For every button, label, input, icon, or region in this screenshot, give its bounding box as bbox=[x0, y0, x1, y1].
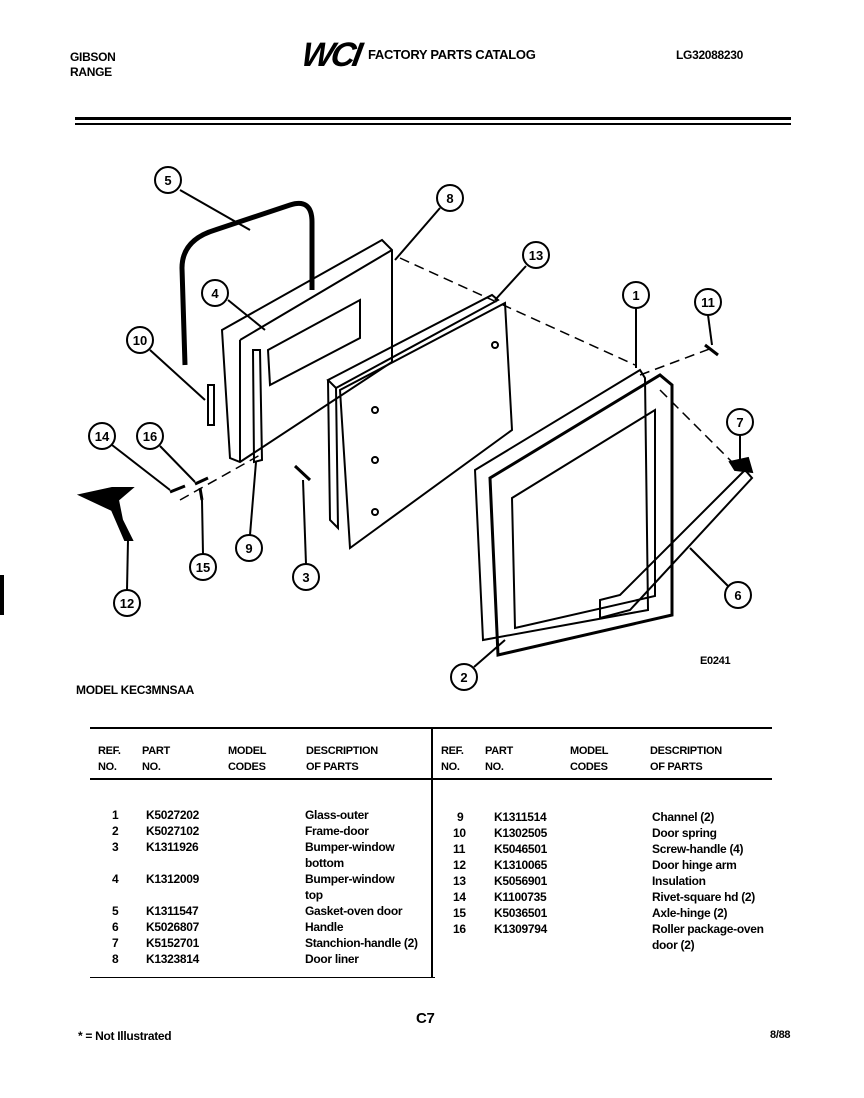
table-divider bbox=[431, 728, 433, 978]
svg-text:8: 8 bbox=[446, 191, 454, 206]
header-ref: NO. bbox=[441, 761, 460, 773]
callout-3 bbox=[293, 480, 319, 590]
part-no: K1311547 bbox=[146, 904, 199, 918]
door-liner-part bbox=[222, 240, 392, 462]
ref-no: 1 bbox=[112, 808, 119, 822]
header-model: MODEL bbox=[570, 745, 609, 757]
svg-text:4: 4 bbox=[211, 286, 219, 301]
header-model: CODES bbox=[228, 761, 266, 773]
part-description: Door liner bbox=[305, 952, 359, 966]
svg-text:13: 13 bbox=[528, 248, 544, 263]
part-no: K1311514 bbox=[494, 810, 547, 824]
part-description: Roller package-oven bbox=[652, 922, 764, 936]
ref-no: 15 bbox=[453, 906, 466, 920]
model-label: MODEL KEC3MNSAA bbox=[76, 683, 194, 697]
table-bottom-rule bbox=[90, 977, 435, 978]
ref-no: 7 bbox=[112, 936, 119, 950]
header-part: NO. bbox=[485, 761, 504, 773]
svg-text:12: 12 bbox=[119, 596, 135, 611]
part-description: top bbox=[305, 888, 323, 902]
not-illustrated-note: * = Not Illustrated bbox=[78, 1029, 172, 1043]
callout-16 bbox=[137, 423, 195, 482]
header-ref: NO. bbox=[98, 761, 117, 773]
part-no: K5026807 bbox=[146, 920, 199, 934]
glass-outer-part bbox=[475, 370, 648, 640]
callout-6 bbox=[690, 548, 751, 608]
door-spring-part bbox=[208, 385, 214, 425]
part-no: K1312009 bbox=[146, 872, 199, 886]
part-no: K1311926 bbox=[146, 840, 199, 854]
header-model: CODES bbox=[570, 761, 608, 773]
channel-part bbox=[253, 350, 262, 462]
part-description: bottom bbox=[305, 856, 344, 870]
hinge-arm-part bbox=[80, 488, 132, 540]
part-no: K5036501 bbox=[494, 906, 547, 920]
part-description: Gasket-oven door bbox=[305, 904, 403, 918]
part-no: K1302505 bbox=[494, 826, 547, 840]
callout-1 bbox=[623, 282, 649, 368]
callout-11 bbox=[695, 289, 721, 345]
product: RANGE bbox=[70, 65, 112, 79]
svg-text:3: 3 bbox=[302, 570, 310, 585]
part-no: K1309794 bbox=[494, 922, 547, 936]
header-desc: OF PARTS bbox=[650, 761, 703, 773]
ref-no: 14 bbox=[453, 890, 466, 904]
callout-2 bbox=[451, 640, 505, 690]
svg-text:11: 11 bbox=[701, 295, 715, 310]
ref-no: 2 bbox=[112, 824, 119, 838]
part-description: Bumper-window bbox=[305, 840, 395, 854]
part-description: Insulation bbox=[652, 874, 706, 888]
ref-no: 16 bbox=[453, 922, 466, 936]
svg-text:14: 14 bbox=[94, 429, 110, 444]
ref-no: 5 bbox=[112, 904, 119, 918]
revision-date: 8/88 bbox=[770, 1029, 791, 1041]
part-no: K5027202 bbox=[146, 808, 199, 822]
callout-13 bbox=[495, 242, 549, 300]
stanchion-part bbox=[730, 458, 752, 472]
part-description: Frame-door bbox=[305, 824, 369, 838]
part-description: Channel (2) bbox=[652, 810, 715, 824]
part-description: Door spring bbox=[652, 826, 717, 840]
diagram-code: E0241 bbox=[700, 655, 731, 667]
callout-7 bbox=[727, 409, 753, 460]
svg-text:9: 9 bbox=[245, 541, 253, 556]
part-no: K5056901 bbox=[494, 874, 547, 888]
header-part: PART bbox=[142, 745, 170, 757]
part-description: Rivet-square hd (2) bbox=[652, 890, 755, 904]
svg-text:7: 7 bbox=[736, 415, 744, 430]
ref-no: 3 bbox=[112, 840, 119, 854]
wci-logo: WCI bbox=[298, 36, 363, 74]
part-no: K5046501 bbox=[494, 842, 547, 856]
callout-10 bbox=[127, 327, 205, 400]
callout-12 bbox=[114, 540, 140, 616]
part-description: Handle bbox=[305, 920, 344, 934]
part-no: K1310065 bbox=[494, 858, 547, 872]
ref-no: 11 bbox=[453, 842, 466, 856]
ref-no: 4 bbox=[112, 872, 119, 886]
header-ref: REF. bbox=[441, 745, 464, 757]
ref-no: 13 bbox=[453, 874, 466, 888]
svg-text:10: 10 bbox=[132, 333, 148, 348]
header-model: MODEL bbox=[228, 745, 267, 757]
svg-text:1: 1 bbox=[632, 288, 640, 303]
ref-no: 9 bbox=[457, 810, 464, 824]
ref-no: 12 bbox=[453, 858, 466, 872]
svg-text:5: 5 bbox=[164, 173, 172, 188]
doc-number: LG32088230 bbox=[676, 48, 744, 62]
callout-8 bbox=[395, 185, 463, 260]
header-desc: OF PARTS bbox=[306, 761, 359, 773]
part-no: K5152701 bbox=[146, 936, 199, 950]
part-description: Axle-hinge (2) bbox=[652, 906, 728, 920]
part-description: Door hinge arm bbox=[652, 858, 737, 872]
header-part: NO. bbox=[142, 761, 161, 773]
callout-15 bbox=[190, 500, 216, 580]
part-description: door (2) bbox=[652, 938, 695, 952]
svg-text:2: 2 bbox=[460, 670, 468, 685]
ref-no: 6 bbox=[112, 920, 119, 934]
part-no: K1323814 bbox=[146, 952, 199, 966]
part-description: Screw-handle (4) bbox=[652, 842, 744, 856]
svg-text:6: 6 bbox=[734, 588, 742, 603]
callout-9 bbox=[236, 462, 262, 561]
part-description: Stanchion-handle (2) bbox=[305, 936, 418, 950]
header-desc: DESCRIPTION bbox=[306, 745, 378, 757]
page-number: C7 bbox=[416, 1010, 435, 1027]
part-description: Glass-outer bbox=[305, 808, 369, 822]
ref-no: 8 bbox=[112, 952, 119, 966]
ref-no: 10 bbox=[453, 826, 466, 840]
header-part: PART bbox=[485, 745, 513, 757]
header-ref: REF. bbox=[98, 745, 121, 757]
catalog-title: FACTORY PARTS CATALOG bbox=[368, 47, 536, 62]
svg-text:15: 15 bbox=[195, 560, 211, 575]
brand: GIBSON bbox=[70, 50, 116, 64]
header-desc: DESCRIPTION bbox=[650, 745, 722, 757]
part-no: K1100735 bbox=[494, 890, 547, 904]
svg-text:16: 16 bbox=[142, 429, 158, 444]
liner-window bbox=[268, 300, 360, 385]
part-no: K5027102 bbox=[146, 824, 199, 838]
part-description: Bumper-window bbox=[305, 872, 395, 886]
